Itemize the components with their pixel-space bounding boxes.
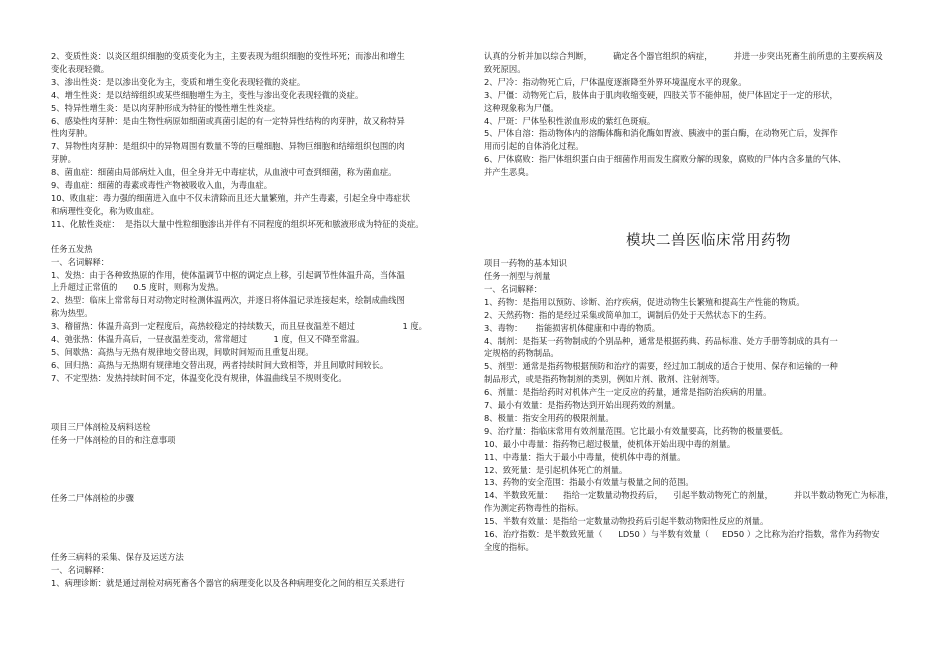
paragraph: 2、尸冷：指动物死亡后，尸体温度逐渐降至外界环境温度水平的现象。 <box>484 76 747 87</box>
paragraph: 7、异物性肉芽肿：是组织中的异物周围有数量不等的巨噬细胞、异物巨细胞和结缔组织包围的肉 芽肿。 <box>51 141 405 165</box>
paragraph: 5、特异性增生炎：是以肉芽肿形成为特征的慢性增生性炎症。 <box>51 102 281 113</box>
module-title: 模块二兽医临床常用药物 <box>626 233 791 250</box>
paragraph: 4、尸斑：尸体坠积性淤血形成的紫红色斑痕。 <box>484 115 656 126</box>
paragraph: 1、病理诊断：就是通过剖检对病死畜各个器官的病理变化以及各种病理变化之间的相互关系进行 <box>51 578 405 589</box>
paragraph: 13、药物的安全范围：指最小有效量与极量之间的范围。 <box>484 477 694 488</box>
paragraph: 14、半数致死量： 指给一定数量动物投药后， 引起半数动物死亡的剂量， 并以半数动物死亡为标准， 作为测定药物毒性的指标。 <box>484 490 894 514</box>
paragraph: 6、剂量：是指给药时对机体产生一定反应的药量，通常是指防治疾病的用量。 <box>484 387 772 398</box>
task-heading: 任务一尸体剖检的目的和注意事项 <box>51 434 176 445</box>
task-heading: 任务三病料的采集、保存及运送方法 <box>51 552 184 563</box>
paragraph: 3、毒物： 指能损害机体健康和中毒的物质。 <box>484 322 661 333</box>
paragraph: 5、尸体自溶：指动物体内的溶酶体酶和消化酶如胃液、胰液中的蛋白酶，在动物死亡后，发挥作 用而引起的自体消化过程。 <box>484 128 838 152</box>
paragraph: 2、天然药物：指的是经过采集或简单加工，调制后仍处于天然状态下的生药。 <box>484 309 772 320</box>
task-heading: 任务二尸体剖检的步骤 <box>51 493 134 504</box>
paragraph: 6、回归热：高热与无热期有规律地交替出现，两者持续时间大致相等，并且间歇时间较长。 <box>51 359 389 370</box>
right-column <box>484 50 894 554</box>
task-heading: 任务一剂型与剂量 <box>484 270 551 281</box>
paragraph: 6、感染性肉芽肿：是由生物性病原如细菌或真菌引起的有一定特异性结构的肉芽肿，故又称特异 性肉芽肿。 <box>51 115 405 139</box>
subheading: 一、名词解释： <box>51 256 110 267</box>
paragraph: 16、治疗指数：是半数致死量（ LD50 ）与半数有效量（ ED50 ）之比称为治疗指数，常作为药物安 全度的指标。 <box>484 529 880 552</box>
section-heading: 任务五发热 <box>51 243 93 254</box>
project-heading: 项目一药物的基本知识 <box>484 258 567 269</box>
paragraph: 9、毒血症：细菌的毒素或毒性产物被吸收入血，为毒血症。 <box>51 180 272 191</box>
project-heading: 项目三尸体剖检及病料送检 <box>51 421 151 432</box>
paragraph: 11、化脓性炎症： 是指以大量中性粒细胞渗出并伴有不同程度的组织坏死和脓液形成为特征的炎症。 <box>51 218 424 229</box>
left-column <box>51 50 436 590</box>
paragraph: 认真的分析并加以综合判断， 确定各个器官组织的病症， 并进一步突出死畜生前所患的主要疾病及 致死原因。 <box>484 51 883 74</box>
paragraph: 3、尸僵：动物死亡后，肢体由于肌肉收缩变硬，四肢关节不能伸屈，使尸体固定于一定的形状， 这种现象称为尸僵。 <box>484 89 838 113</box>
paragraph: 3、渗出性炎：是以渗出变化为主，变质和增生变化表现轻微的炎症。 <box>51 76 306 87</box>
paragraph: 12、致死量：是引起机体死亡的剂量。 <box>484 464 628 475</box>
paragraph: 7、最小有效量：是指药物达到开始出现药效的剂量。 <box>484 400 681 411</box>
subheading: 一、名词解释： <box>484 283 543 294</box>
paragraph: 7、不定型热：发热持续时间不定，体温变化没有规律，体温曲线呈不规则变化。 <box>51 372 347 383</box>
paragraph: 1、药物：是指用以预防、诊断、治疗疾病，促进动物生长繁殖和提高生产性能的物质。 <box>484 296 805 307</box>
paragraph: 4、增生性炎：是以结缔组织或某些细胞增生为主，变性与渗出变化表现轻微的炎症。 <box>51 89 364 100</box>
paragraph: 8、菌血症：细菌由局部病灶入血，但全身并无中毒症状，从血液中可查到细菌，称为菌血症。 <box>51 167 397 178</box>
paragraph: 3、稽留热：体温升高到一定程度后，高热较稳定的持续数天，而且昼夜温差不超过 1 度。 <box>51 321 427 332</box>
paragraph: 15、半数有效量：是指给一定数量动物投药后引起半数动物阳性反应的剂量。 <box>484 516 769 527</box>
paragraph: 5、间歇热：高热与无热有规律地交替出现，间歇时间短而且重复出现。 <box>51 346 314 357</box>
paragraph: 10、最小中毒量：指药物已超过极量，使机体开始出现中毒的剂量。 <box>484 438 736 449</box>
paragraph: 9、治疗量：指临床常用有效剂量范围。它比最小有效量要高，比药物的极量要低。 <box>484 425 788 436</box>
subheading: 一、名词解释： <box>51 565 110 576</box>
paragraph: 8、极量：指安全用药的极限剂量。 <box>484 412 614 423</box>
paragraph: 2、热型：临床上常常每日对动物定时检测体温两次，并逐日将体温记录连接起来，绘制成曲线图 称为热型。 <box>51 295 405 319</box>
paragraph: 2、变质性炎：以炎区组织细胞的变质变化为主，主要表现为组织细胞的变性坏死；而渗出和增生 变化表现轻微。 <box>51 51 405 74</box>
paragraph: 6、尸体腐败：指尸体组织蛋白由于细菌作用而发生腐败分解的现象，腐败的尸体内含多量的气体、 并产生恶臭。 <box>484 154 847 178</box>
paragraph: 4、弛张热：体温升高后，一昼夜温差变动，常常超过 1 度，但又不降至常温。 <box>51 334 365 345</box>
paragraph: 4、制剂：是指某一药物制成的个别品种，通常是根据药典、药品标准、处方手册等制成的具有一 定规格的药物制品。 <box>484 335 838 359</box>
paragraph: 11、中毒量：指大于最小中毒量，使机体中毒的剂量。 <box>484 451 686 462</box>
paragraph: 10、败血症：毒力强的细菌进入血中不仅未清除而且还大量繁殖，并产生毒素，引起全身中毒症状 和病理性变化，称为败血症。 <box>51 192 411 216</box>
paragraph: 5、剂型：通常是指药物根据预防和治疗的需要，经过加工制成的适合于使用、保存和运输的一种 制品形式，或是指药物制剂的类别，例如片剂、散剂、注射剂等。 <box>484 361 838 385</box>
paragraph: 1、发热：由于各种致热原的作用，使体温调节中枢的调定点上移，引起调节性体温升高，当体温 上升超过正常值的 0.5 度时，则称为发热。 <box>51 269 405 293</box>
